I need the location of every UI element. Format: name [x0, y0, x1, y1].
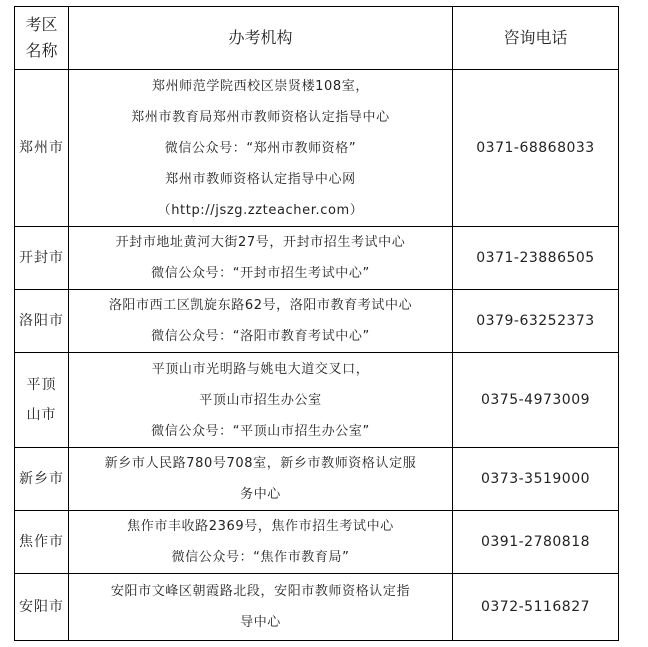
org-line: 开封市地址黄河大街27号，开封市招生考试中心: [115, 235, 406, 250]
org-line: 务中心: [240, 487, 281, 502]
org-line: 洛阳市西工区凯旋东路62号，洛阳市教育考试中心: [108, 298, 413, 313]
org-line: 平顶山市招生办公室: [199, 392, 322, 408]
header-city: 考区名称: [15, 7, 69, 70]
org-line: 导中心: [240, 615, 281, 630]
city-cell: 安阳市: [15, 574, 69, 641]
org-line: 焦作市丰收路2369号，焦作市招生考试中心: [127, 519, 394, 534]
table-row: [15, 290, 619, 353]
org-line: 微信公众号：“焦作市教育局”: [171, 550, 350, 565]
city-cell-text: 平顶山市: [26, 377, 57, 423]
table-row: [15, 70, 619, 227]
org-line: 平顶山市光明路与姚电大道交叉口，: [151, 361, 370, 377]
table-row: [15, 574, 619, 641]
org-line: 郑州师范学院西校区崇贤楼108室，: [151, 78, 369, 94]
phone-cell: 0371-23886505: [453, 227, 619, 290]
phone-cell: 0373-3519000: [453, 448, 619, 511]
city-cell: 新乡市: [15, 448, 69, 511]
phone-cell: 0375-4973009: [453, 353, 619, 448]
org-cell: [69, 353, 453, 448]
city-cell: [15, 353, 69, 448]
org-cell: [69, 448, 453, 511]
org-cell: [69, 70, 453, 227]
org-line: 微信公众号：“郑州市教师资格”: [164, 140, 357, 156]
phone-cell: 0379-63252373: [453, 290, 619, 353]
header-phone: 咨询电话: [453, 7, 619, 70]
city-cell: 郑州市: [15, 70, 69, 227]
header-org: 办考机构: [69, 7, 453, 70]
org-line: 郑州市教师资格认定指导中心网: [165, 171, 356, 187]
org-website-line: （http://jszg.zzteacher.com）: [157, 202, 364, 218]
table-row: [15, 448, 619, 511]
org-line: 微信公众号：“开封市招生考试中心”: [151, 266, 370, 281]
phone-cell: 0372-5116827: [453, 574, 619, 641]
org-line: 微信公众号：“平顶山市招生办公室”: [151, 423, 370, 439]
city-cell: 焦作市: [15, 511, 69, 574]
org-line: 微信公众号：“洛阳市教育考试中心”: [151, 329, 370, 344]
city-cell: 开封市: [15, 227, 69, 290]
org-cell: [69, 227, 453, 290]
city-cell: 洛阳市: [15, 290, 69, 353]
table-row: [15, 353, 619, 448]
org-cell: [69, 574, 453, 641]
org-line: 郑州市教育局郑州市教师资格认定指导中心: [131, 109, 390, 125]
exam-office-table: [14, 6, 619, 641]
phone-cell: 0391-2780818: [453, 511, 619, 574]
org-line: 新乡市人民路780号708室，新乡市教师资格认定服: [104, 456, 417, 471]
table-row: [15, 227, 619, 290]
table-header-row: [15, 7, 619, 70]
table-row: [15, 511, 619, 574]
org-line: 安阳市文峰区朝霞路北段，安阳市教师资格认定指: [110, 584, 411, 599]
phone-cell: 0371-68868033: [453, 70, 619, 227]
org-cell: [69, 290, 453, 353]
org-cell: [69, 511, 453, 574]
